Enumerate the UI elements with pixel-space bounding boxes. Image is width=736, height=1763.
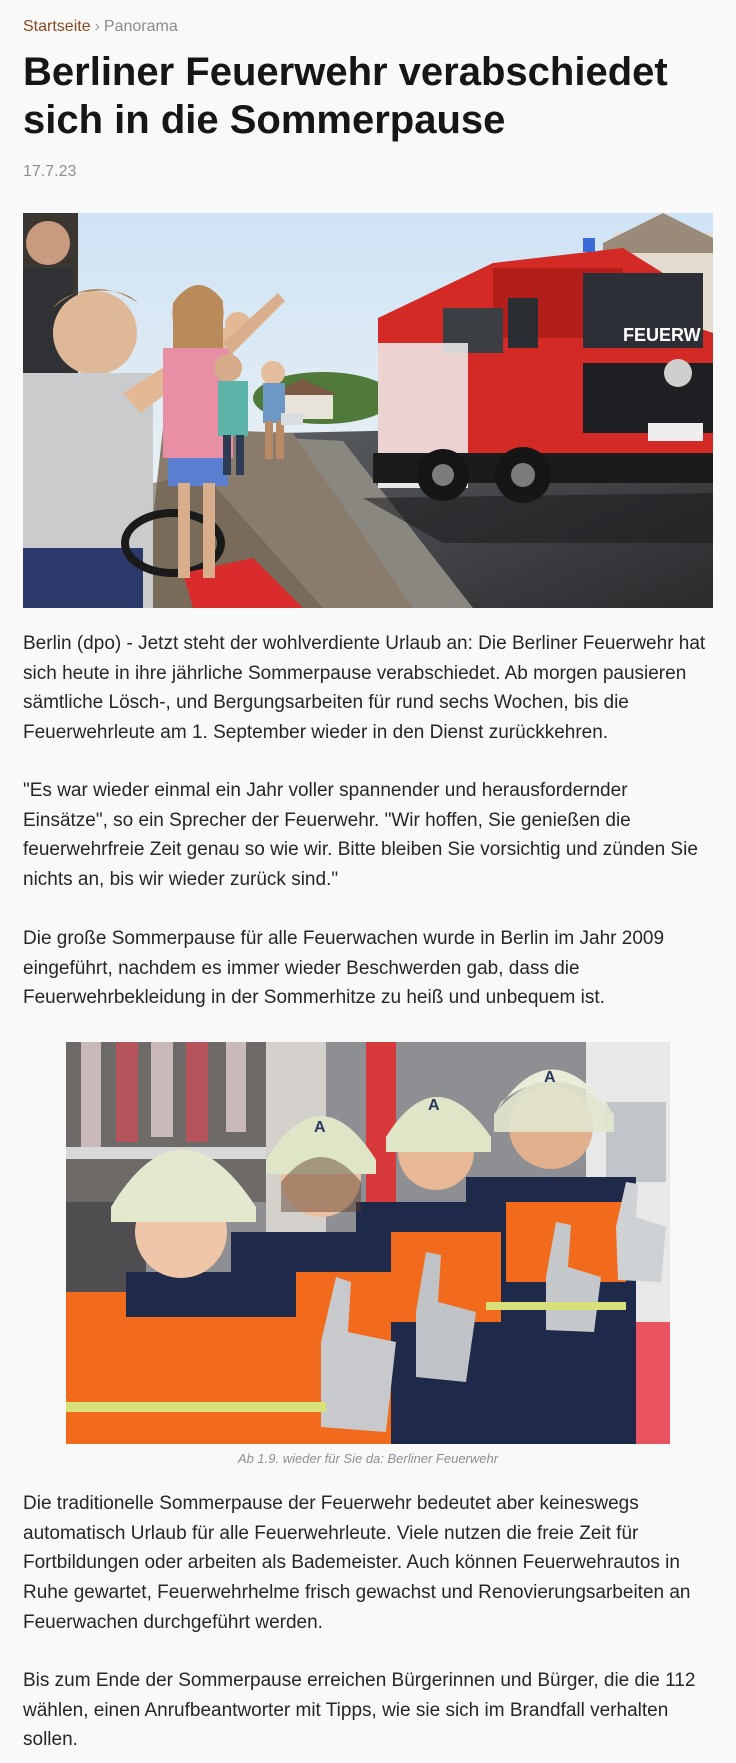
article-paragraph: Die große Sommerpause für alle Feuerwachen wurde in Berlin im Jahr 2009 eingeführt, nachdem es immer wieder Beschwerden gab, dass die Feuerwehrbekleidung in der Sommerhitze zu heiß und unbequem ist. bbox=[23, 928, 665, 1009]
firefighters-image bbox=[66, 1042, 670, 1444]
article-title: Berliner Feuerwehr verabschiedet sich in die Sommerpause bbox=[23, 50, 668, 142]
article-paragraph: Die traditionelle Sommerpause der Feuerwehr bedeutet aber keineswegs automatisch Urlaub für alle Feuerwehrleute. Viele nutzen die freie Zeit für Fortbildungen oder arbeiten als Bademeister. Auch können Feuerwehrautos in Ruhe gewartet, Feuerwehrhelme frisch gewachst und Renovierungsarbeiten an Feuerwachen durchgeführt werden. bbox=[23, 1493, 691, 1633]
breadcrumb-separator: › bbox=[94, 18, 100, 35]
fire-truck-photo bbox=[23, 213, 713, 608]
hero-image-fire-truck bbox=[23, 213, 713, 608]
article-date: 17.7.23 bbox=[23, 163, 77, 180]
breadcrumb-home-link[interactable]: Startseite bbox=[23, 18, 91, 35]
article-paragraph: "Es war wieder einmal ein Jahr voller spannender und herausfordernder Einsätze", so ein Sprecher der Feuerwehr. "Wir hoffen, Sie genießen die feuerwehrfreie Zeit genau so wie wir. Bitte bleiben Sie vorsichtig und zünden Sie nichts an, bis wir wieder zurück sind." bbox=[23, 780, 698, 891]
article-paragraph: Bis zum Ende der Sommerpause erreichen Bürgerinnen und Bürger, die die 112 wählen, einen Anrufbeantworter mit Tipps, wie sie sich im Brandfall verhalten sollen. bbox=[23, 1670, 696, 1751]
svg-text:A: A bbox=[544, 1069, 556, 1086]
firefighters-photo bbox=[66, 1042, 670, 1444]
figure-caption: Ab 1.9. wieder für Sie da: Berliner Feuerwehr bbox=[237, 1451, 499, 1466]
svg-text:A: A bbox=[428, 1097, 440, 1114]
breadcrumb bbox=[23, 16, 178, 38]
svg-text:A: A bbox=[314, 1119, 326, 1136]
svg-text:FEUERW: FEUERW bbox=[623, 325, 701, 345]
article-paragraph: Berlin (dpo) - Jetzt steht der wohlverdiente Urlaub an: Die Berliner Feuerwehr hat sich heute in ihre jährliche Sommerpause verabschiedet. Ab morgen pausieren sämtliche Lösch-, und Bergungsarbeiten für rund sechs Wochen, bis die Feuerwehrleute am 1. September wieder in den Dienst zurückkehren. bbox=[23, 633, 706, 744]
breadcrumb-section: Panorama bbox=[103, 18, 178, 35]
